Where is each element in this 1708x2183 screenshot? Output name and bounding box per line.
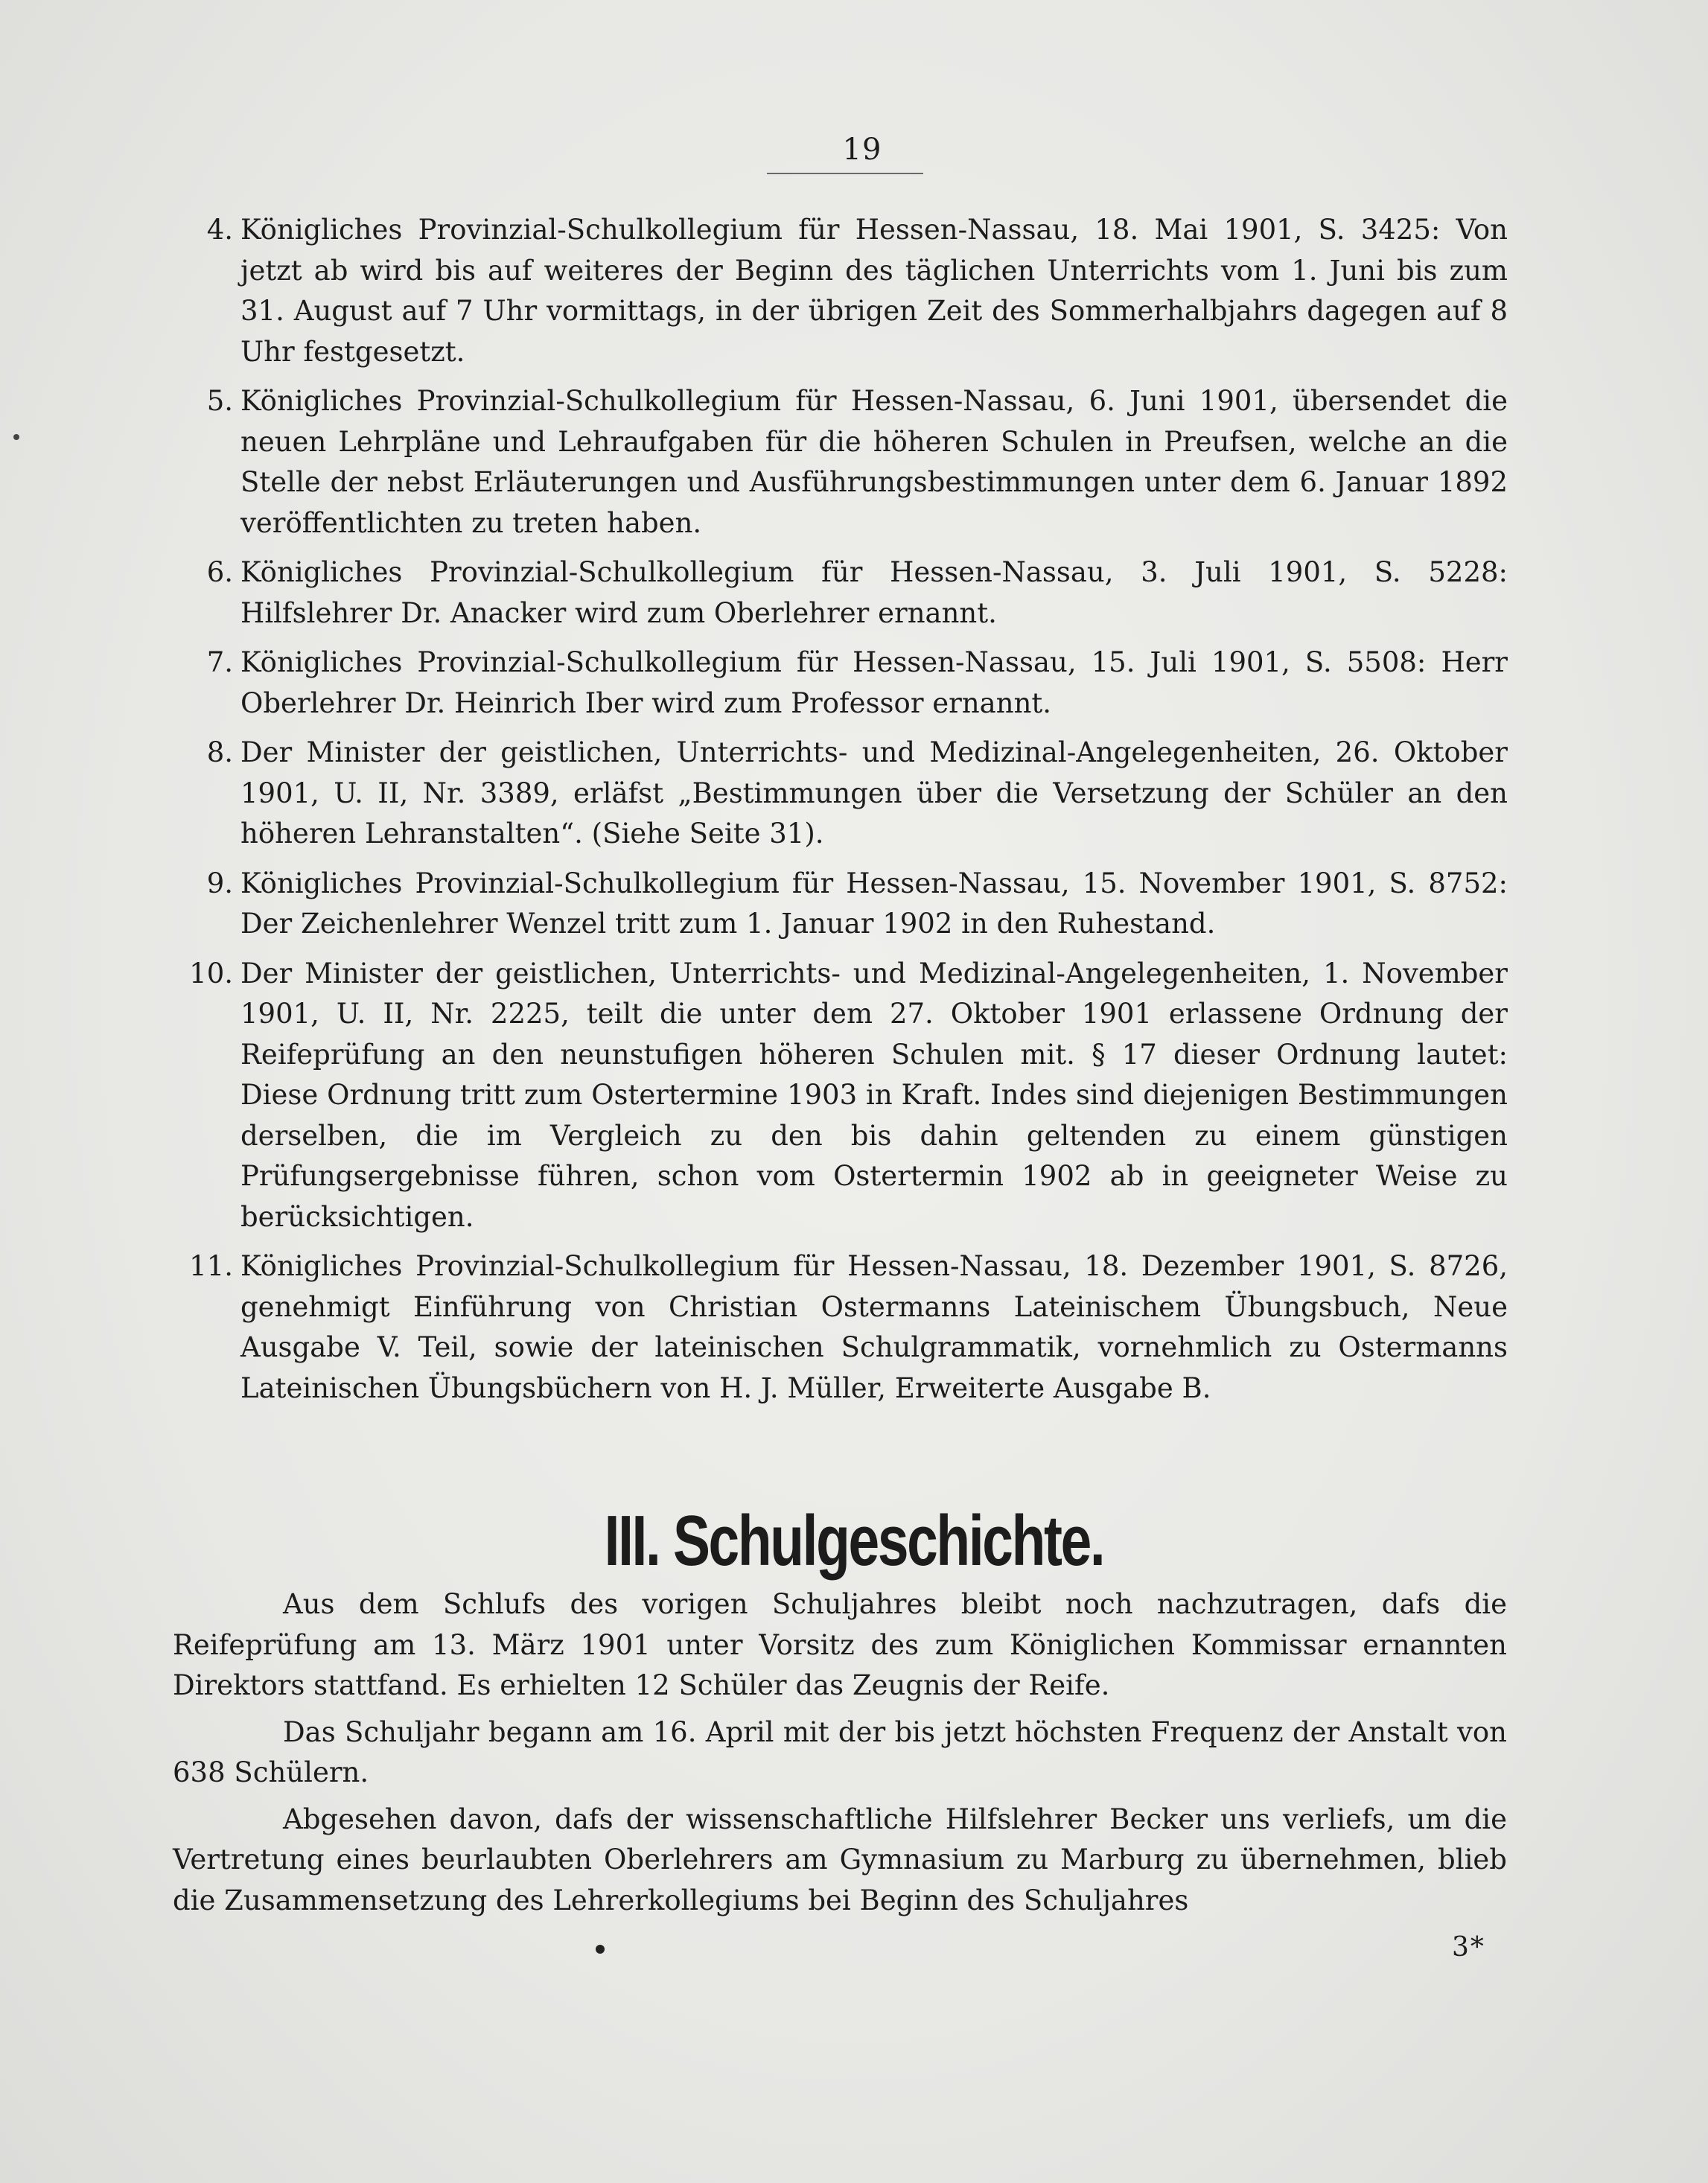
entry-number: 4. [206,214,233,246]
signature-mark: 3* [1452,1932,1485,1963]
scan-speck [13,434,19,440]
section-heading: III. Schulgeschichte. [604,1501,1104,1581]
paragraph: Abgesehen davon, dafs der wissenschaftliche Hilfslehrer Becker uns verliefs, um die Vertretung eines beurlaubten Oberlehrers am Gymnasium zu Marburg zu übernehmen, blieb die Zusammensetzung des Lehrerkollegiums bei Beginn des Schuljahres [173,1803,1507,1916]
entry-number: 8. [206,736,233,768]
entry-text: Königliches Provinzial-Schulkollegium für Hessen-Nassau, 15. Juli 1901, S. 5508: Herr Oberlehrer Dr. Heinrich Iber wird zum Professor ernannt. [240,646,1508,719]
entry-text: Königliches Provinzial-Schulkollegium für Hessen-Nassau, 3. Juli 1901, S. 5228: Hilfslehrer Dr. Anacker wird zum Oberlehrer ernannt. [240,556,1508,629]
entry-text: Königliches Provinzial-Schulkollegium für Hessen-Nassau, 18. Mai 1901, S. 3425: Von jetzt ab wird bis auf weiteres der Beginn des täglichen Unterrichts vom 1. Juni bis zum 31. August auf 7 Uhr vormittags, in der übrigen Zeit des Sommerhalbjahrs dagegen auf 8 Uhr festgesetzt. [240,214,1508,368]
ink-speck [596,1945,605,1954]
decree-list [175,210,1508,1418]
entry-number: 9. [206,867,233,899]
entry-number: 11. [189,1250,233,1282]
paragraph: Das Schuljahr begann am 16. April mit der bis jetzt höchsten Frequenz der Anstalt von 638 Schülern. [173,1715,1507,1788]
decree-entry [175,210,1508,372]
decree-entry [175,1246,1508,1409]
section-body [173,1584,1507,1927]
entry-text: Königliches Provinzial-Schulkollegium für Hessen-Nassau, 15. November 1901, S. 8752: Der Zeichenlehrer Wenzel tritt zum 1. Januar 1902 in den Ruhestand. [240,867,1508,940]
paragraph: Aus dem Schlufs des vorigen Schuljahres bleibt noch nachzutragen, dafs die Reifeprüfung am 13. März 1901 unter Vorsitz des zum Königlichen Kommissar ernannten Direktors stattfand. Es erhielten 12 Schüler das Zeugnis der Reife. [173,1588,1507,1701]
entry-number: 7. [206,646,233,678]
decree-entry [175,381,1508,544]
entry-number: 5. [206,385,233,417]
decree-entry [175,864,1508,945]
page-number-rule [767,173,923,174]
decree-entry [175,733,1508,855]
entry-text: Der Minister der geistlichen, Unterrichts- und Medizinal-Angelegenheiten, 1. November 1901, U. II, Nr. 2225, teilt die unter dem 27. Oktober 1901 erlassene Ordnung der Reifeprüfung an den neunstufigen höheren Schulen mit. § 17 dieser Ordnung lautet: Diese Ordnung tritt zum Ostertermine 1903 in Kraft. Indes sind diejenigen Bestimmungen derselben, die im Vergleich zu den bis dahin geltenden zu einem günstigen Prüfungsergebnisse führen, schon vom Ostertermin 1902 ab in geeigneter Weise zu berücksichtigen. [240,957,1508,1233]
decree-entry [175,954,1508,1238]
entry-number: 6. [206,556,233,588]
decree-entry [175,552,1508,634]
page-number: 19 [842,133,882,167]
decree-entry [175,643,1508,724]
entry-text: Der Minister der geistlichen, Unterrichts- und Medizinal-Angelegenheiten, 26. Oktober 1901, U. II, Nr. 3389, erläfst „Bestimmungen über die Versetzung der Schüler an den höheren Lehranstalten“. (Siehe Seite 31). [240,736,1508,850]
entry-number: 10. [189,957,233,989]
entry-text: Königliches Provinzial-Schulkollegium für Hessen-Nassau, 18. Dezember 1901, S. 8726, genehmigt Einführung von Christian Ostermanns Lateinischem Übungsbuch, Neue Ausgabe V. Teil, sowie der lateinischen Schulgrammatik, vornehmlich zu Ostermanns Lateinischen Übungsbüchern von H. J. Müller, Erweiterte Ausgabe B. [240,1250,1508,1404]
entry-text: Königliches Provinzial-Schulkollegium für Hessen-Nassau, 6. Juni 1901, übersendet die neuen Lehrpläne und Lehraufgaben für die höheren Schulen in Preufsen, welche an die Stelle der nebst Erläuterungen und Ausführungsbestimmungen unter dem 6. Januar 1892 veröffentlichten zu treten haben. [240,385,1508,539]
